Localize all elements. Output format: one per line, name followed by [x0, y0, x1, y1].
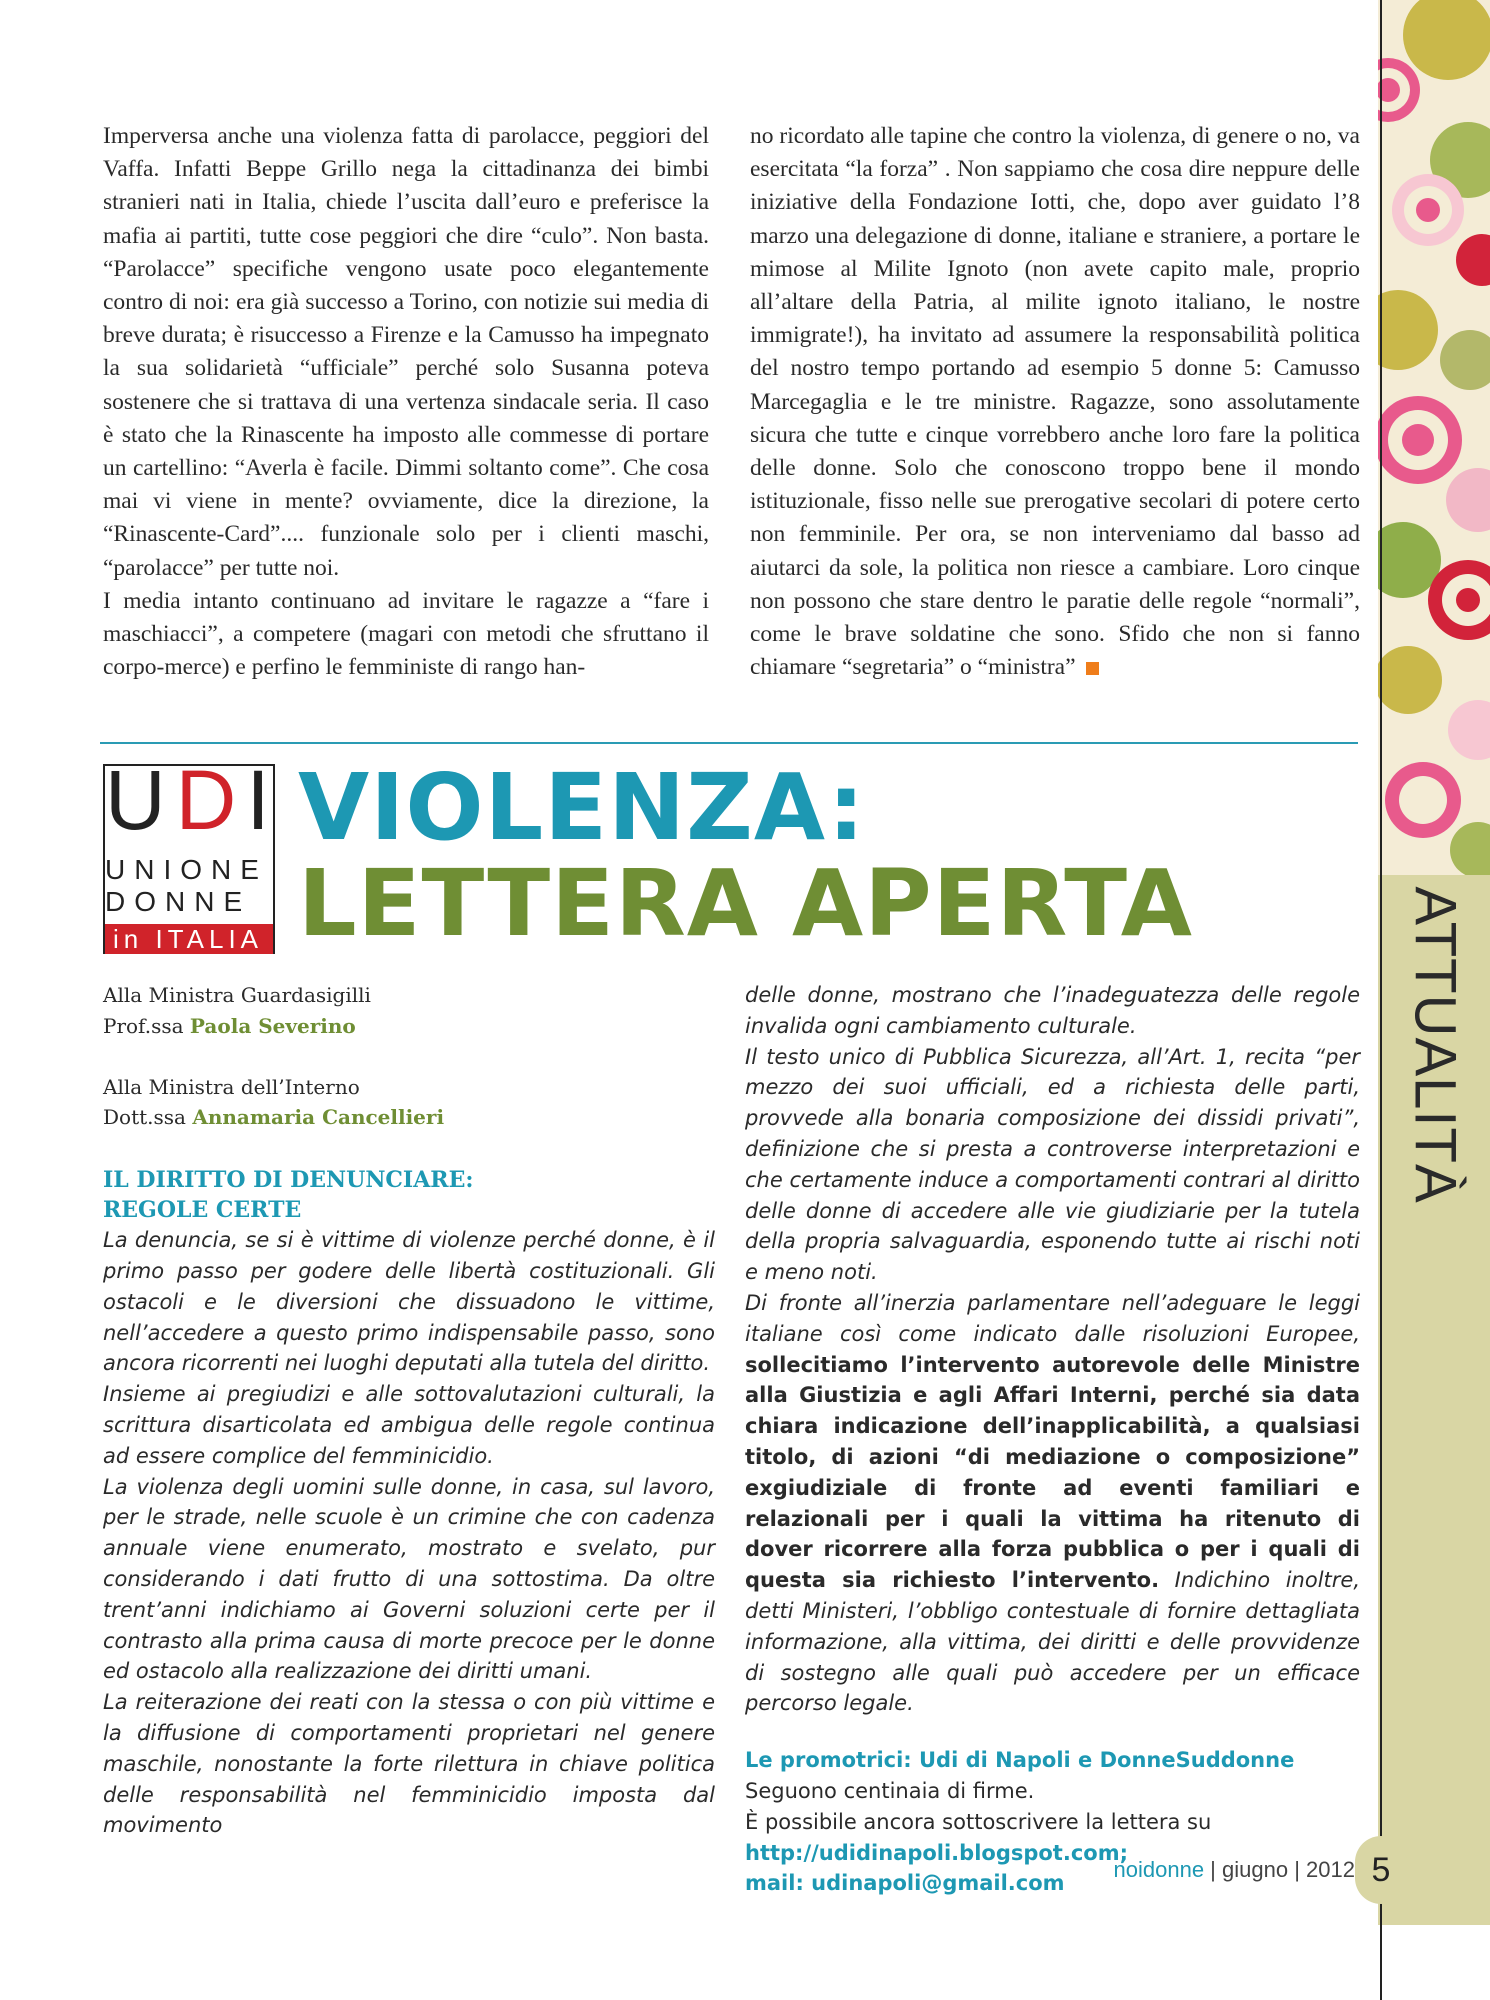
issue-year: 2012	[1306, 1857, 1355, 1882]
paragraph: La denuncia, se si è vittime di violenze perché donne, è il primo passo per godere delle libertà costituzionali. Gli ostacoli e le diversioni che dissuadono le vittime, nell’accedere a questo primo indispensabile passo, sono ancora ricorrenti nei luoghi deputati alla tutela del diritto.	[103, 1228, 715, 1376]
paragraph: Il testo unico di Pubblica Sicurezza, all’Art. 1, recita “per mezzo dei suoi ufficiali, ed a richiesta delle parti, provvede alla bonaria composizione dei dissidi privati”, definizione che si presta a controverse interpretazioni e che certamente induce a comportamenti contrari al diritto delle donne di accedere alle vie giudiziarie per la tutela della propria salvaguardia, esponendo tutte ai rischi noti e meno noti.	[745, 1044, 1360, 1285]
magazine-name: noidonne	[1113, 1857, 1205, 1882]
paragraph: Di fronte all’inerzia parlamentare nell’adeguare le leggi italiane così come indicato dalle risoluzioni Europee, sollecitiamo l’intervento autorevole delle Ministre alla Giustizia e agli Affari Interni, perché sia data chiara indicazione dell’inapplicabilità, a qualsiasi titolo, di azioni “di mediazione o composizione” exgiudiziale di fronte ad eventi familiari e relazionali per i quali la vittima ha ritenuto di dover ricorrere alla forza pubblica o per i quali di questa sia richiesto l’intervento. Indichino inoltre, detti Ministeri, l’obbligo contestuale di fornire dettagliata informazione, alla vittima, dei diritti e delle provvidenze di sostegno alle quali può accedere per un efficace percorso legale.	[745, 1290, 1360, 1716]
paragraph: I media intanto continuano ad invitare le ragazze a “fare i maschiacci”, a competere (magari con metodi che sfruttano il corpo-merce) e perfino le femministe di rango han-	[103, 587, 709, 681]
email-link[interactable]: mail: udinapoli@gmail.com	[745, 1871, 1065, 1896]
issue-month: giugno	[1222, 1857, 1289, 1882]
letter-subhead: IL DIRITTO DI DENUNCIARE: REGOLE CERTE	[103, 1167, 474, 1224]
section-separator	[100, 742, 1358, 744]
paragraph: La reiterazione dei reati con la stessa o con più vittime e la diffusione di comportamenti proprietari nel genere maschile, nonostante la forte rilettura in chiave politica delle responsabilità nel femminicidio imposta dal movimento	[103, 1690, 715, 1838]
column-divider	[1380, 0, 1382, 2000]
top-article-right-column	[750, 120, 1360, 684]
sign-note: È possibile ancora sottoscrivere la lettera su	[745, 1809, 1212, 1834]
letter-right-column	[745, 980, 1360, 1899]
signatures: Seguono centinaia di firme.	[745, 1778, 1035, 1803]
letter-left-column	[103, 980, 715, 1841]
recipient-2: Alla Ministra dell’Interno Dott.ssa Annamaria Cancellieri	[103, 1074, 445, 1130]
headline-line-1: VIOLENZA:	[298, 754, 866, 861]
paragraph: no ricordato alle tapine che contro la violenza, di genere o no, va esercitata “la forza” . Non sappiamo che cosa dire neppure delle iniziative della Fondazione Iotti, che, dopo aver guidato l’8 marzo una delegazione di donne, italiane e straniere, a portare le mimose al Milite Ignoto (non avete capito male, proprio all’altare della Patria, al milite ignoto italiano, le nostre immigrate!), ha invitato ad assumere la responsabilità politica del nostro tempo portando ad esempio 5 donne 5: Camusso Marcegaglia e le tre ministre. Ragazze, sono assolutamente sicura che tutte e cinque vorrebbero anche loro fare la politica delle donne. Solo che conoscono troppo bene il mondo istituzionale, fisso nelle sue prerogative secolari di potere certo non femminile. Per ora, se non interveniamo dal basso ad aiutarci da sole, la politica non riesce a cambiare. Loro cinque non possono che stare dentro le paratie delle regole “normali”, come le brave soldatine che sono. Sfido che non si fanno chiamare “segretaria” o “ministra”	[750, 123, 1360, 681]
paragraph: Insieme ai pregiudizi e alle sottovalutazioni culturali, la scrittura disarticolata ed ambigua delle regole continua ad essere complice del femminicidio.	[103, 1382, 715, 1468]
page-footer: noidonne | giugno | 2012	[1113, 1857, 1355, 1882]
section-label: ATTUALITÀ	[1402, 886, 1468, 1204]
page-number: 5	[1355, 1836, 1407, 1904]
recipient-1: Alla Ministra Guardasigilli Prof.ssa Paola Severino	[103, 983, 371, 1038]
promoters: Le promotrici: Udi di Napoli e DonneSuddonne	[745, 1748, 1295, 1773]
top-article-left-column	[103, 120, 709, 684]
floral-decoration	[1378, 0, 1490, 875]
udi-logo: UDI UNIONE DONNE in ITALIA	[105, 753, 280, 954]
headline	[298, 754, 1194, 957]
paragraph: Imperversa anche una violenza fatta di parolacce, peggiori del Vaffa. Infatti Beppe Grillo nega la cittadinanza dei bimbi stranieri nati in Italia, chiede l’uscita dall’euro e preferisce la mafia ai partiti, tutte cose peggiori che dire “culo”. Non basta. “Parolacce” specifiche vengono usate poco elegantemente contro di noi: era già successo a Torino, con notizie sui media di breve durata; è risuccesso a Firenze e la Camusso ha impegnato la sua solidarietà “ufficiale” perché solo Susanna poteva sostenere che si trattava di una vertenza sindacale seria. Il caso è stato che la Rinascente ha imposto alle commesse di portare un cartellino: “Averla è facile. Dimmi soltanto come”. Che cosa mai vi viene in mente? ovviamente, dice la direzione, la “Rinascente-Card”.... funzionale solo per i clienti maschi, “parolacce” per tutte noi.	[103, 123, 709, 581]
headline-line-2: LETTERA APERTA	[298, 850, 1194, 957]
paragraph: La violenza degli uomini sulle donne, in casa, sul lavoro, per le strade, nelle scuole è un crimine che con cadenza annuale viene enumerato, mostrato e svelato, pur considerando i dati frutto di una sottostima. Da oltre trent’anni indichiamo ai Governi soluzioni certe per il contrasto alla prima causa di morte precoce per le donne ed ostacolo alla realizzazione dei diritti umani.	[103, 1474, 715, 1684]
paragraph: delle donne, mostrano che l’inadeguatezza delle regole invalida ogni cambiamento culturale.	[745, 983, 1360, 1038]
blog-link[interactable]: http://udidinapoli.blogspot.com;	[745, 1840, 1128, 1865]
end-of-article-mark	[1086, 662, 1099, 675]
